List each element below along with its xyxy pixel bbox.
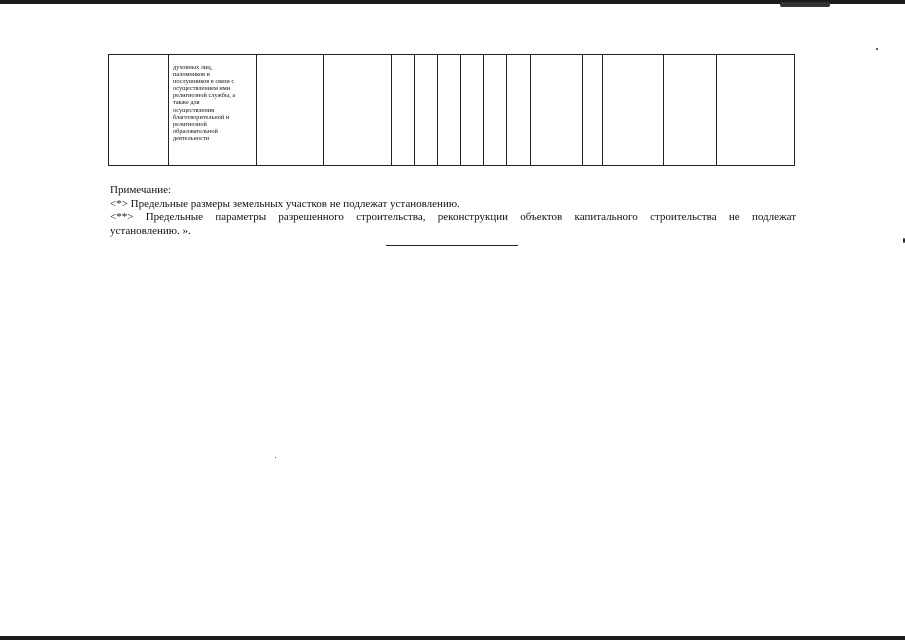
table-cell xyxy=(257,55,324,166)
table-row xyxy=(109,55,795,166)
table-cell xyxy=(484,55,507,166)
end-rule xyxy=(386,245,518,246)
description-line: религиозной службы, а xyxy=(173,92,236,100)
table-cell xyxy=(392,55,415,166)
table-cell xyxy=(717,55,795,166)
table-cell xyxy=(415,55,438,166)
table-cell xyxy=(438,55,461,166)
description-line: осуществлением ими xyxy=(173,85,231,93)
regulations-table xyxy=(108,54,795,166)
scan-edge-top xyxy=(0,0,905,4)
description-line: осуществления xyxy=(173,106,214,114)
description-line: религиозной xyxy=(173,120,207,128)
note-construction-line1: <**> Предельные параметры разрешенного строительства, реконструкции объектов капитального строительства не подлежат xyxy=(110,211,796,223)
description-line: деятельности xyxy=(173,134,210,142)
note-land-plots: <*> Предельные размеры земельных участков не подлежат установлению. xyxy=(110,197,460,210)
description-line: также для xyxy=(173,99,200,107)
notes-heading: Примечание: xyxy=(110,184,172,196)
description-line: паломников и xyxy=(173,71,210,79)
scan-speck xyxy=(876,48,878,50)
scan-smudge xyxy=(780,2,830,7)
scan-speck xyxy=(275,457,276,458)
description-line: благотворительной и xyxy=(173,113,230,121)
table-cell xyxy=(109,55,169,166)
use-description-cell xyxy=(169,55,257,166)
table-cell xyxy=(461,55,484,166)
scan-edge-bottom xyxy=(0,636,905,640)
table-cell xyxy=(664,55,717,166)
note-construction-line2: установлению. ». xyxy=(110,224,191,237)
description-line: послушников в связи с xyxy=(173,78,235,86)
notes-block xyxy=(110,184,796,238)
description-line: образовательной xyxy=(173,127,218,135)
description-line: духовных лиц, xyxy=(173,64,213,71)
table-cell xyxy=(603,55,664,166)
table-cell xyxy=(507,55,531,166)
table-cell xyxy=(531,55,583,166)
table-cell xyxy=(583,55,603,166)
table-cell xyxy=(324,55,392,166)
